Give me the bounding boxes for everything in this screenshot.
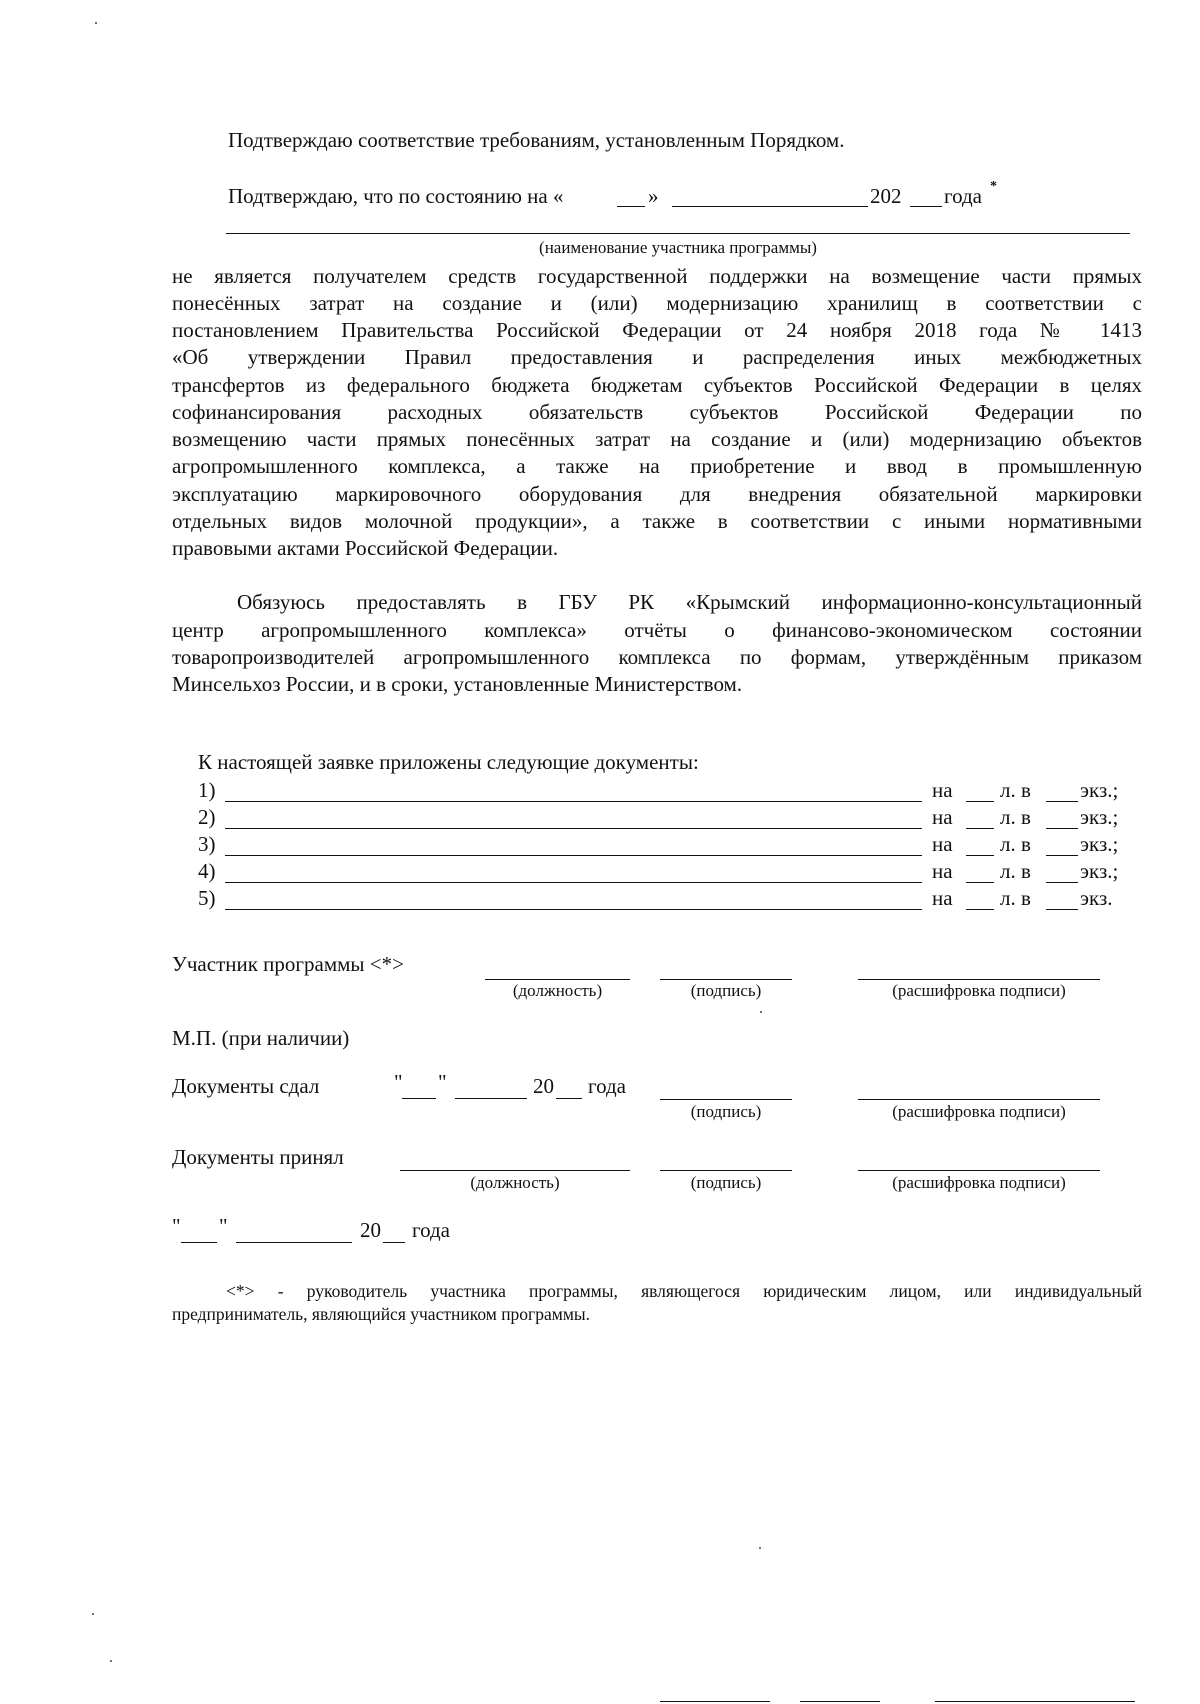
year-prefix: 202 [870, 184, 902, 208]
paragraph2-line: Обязуюсь предоставлять в ГБУ РК «Крымский информационно-консультационный [237, 590, 1142, 614]
attachment-na: на [932, 832, 953, 856]
decode-caption: (расшифровка подписи) [892, 981, 1066, 1000]
scan-speck [760, 1011, 762, 1013]
decode-caption: (расшифровка подписи) [892, 1102, 1066, 1121]
quote-close: » [648, 184, 659, 208]
position-caption: (должность) [512, 981, 603, 1000]
paragraph2-line: центр агропромышленного комплекса» отчёты о финансово-экономическом состоянии [172, 618, 1142, 642]
attachment-na: на [932, 778, 953, 802]
scan-speck [110, 1660, 112, 1662]
paragraph1-line: агропромышленного комплекса, а также на приобретение и ввод в промышленную [172, 454, 1142, 478]
paragraph1-line: постановлением Правительства Российской Федерации от 24 ноября 2018 года № 1413 [172, 318, 1142, 342]
paragraph1-line: отдельных видов молочной продукции», а также в соответствии с иными нормативными [172, 509, 1142, 533]
paragraph1-line: софинансирования расходных обязательств субъектов Российской Федерации по [172, 400, 1142, 424]
paragraph1-line: понесённых затрат на создание и (или) модернизацию хранилищ в соответствии с [172, 291, 1142, 315]
participant-signature-line[interactable] [660, 979, 792, 980]
attachment-name-line[interactable] [225, 909, 922, 910]
attachment-pages-blank[interactable] [966, 801, 994, 802]
day-blank[interactable] [617, 206, 645, 207]
attachment-copies-blank[interactable] [1046, 855, 1078, 856]
scan-speck [759, 1547, 761, 1549]
attachment-pages-blank[interactable] [966, 828, 994, 829]
signature-caption: (подпись) [690, 1173, 762, 1192]
scan-speck [92, 1613, 94, 1615]
submitted-month-blank[interactable] [455, 1098, 527, 1099]
submitted-label: Документы сдал [172, 1074, 320, 1098]
signature-caption: (подпись) [690, 1102, 762, 1121]
quote-close: " [438, 1070, 447, 1094]
attachment-number: 2) [198, 805, 216, 829]
paragraph2-line: Минсельхоз России, и в сроки, установленные Министерством. [172, 672, 743, 696]
confirm-date-lead: Подтверждаю, что по состоянию на « [228, 184, 564, 208]
participant-name-caption: (наименование участника программы) [539, 238, 817, 257]
attachment-copies-blank[interactable] [1046, 801, 1078, 802]
submitted-day-blank[interactable] [402, 1098, 436, 1099]
decode-caption: (расшифровка подписи) [892, 1173, 1066, 1192]
accepted-signature-line[interactable] [660, 1170, 792, 1171]
quote-open: " [394, 1070, 403, 1094]
confirm-requirements-text: Подтверждаю соответствие требованиям, установленным Порядком. [228, 128, 845, 152]
paragraph1-line: возмещению части прямых понесённых затрат на создание и (или) модернизацию объектов [172, 427, 1142, 451]
attachment-na: на [932, 859, 953, 883]
quote-close: " [219, 1214, 228, 1238]
stamp-label: М.П. (при наличии) [172, 1026, 350, 1050]
submitted-year-prefix: 20 [533, 1074, 554, 1098]
attachment-name-line[interactable] [225, 882, 922, 883]
participant-label: Участник программы <*> [172, 952, 404, 976]
signature-caption: (подпись) [690, 981, 762, 1000]
scan-edge-line [935, 1701, 1135, 1702]
attachment-na: на [932, 886, 953, 910]
year-blank[interactable] [910, 206, 942, 207]
attachment-copies-label: экз.; [1080, 832, 1119, 856]
attachment-copies-blank[interactable] [1046, 909, 1078, 910]
quote-open: " [172, 1214, 181, 1238]
attachment-copies-label: экз. [1080, 886, 1113, 910]
scan-edge-line [800, 1701, 880, 1702]
attachment-number: 4) [198, 859, 216, 883]
paragraph2-line: товаропроизводителей агропромышленного комплекса по формам, утверждённым приказом [172, 645, 1142, 669]
participant-name-line[interactable] [226, 233, 1130, 234]
participant-position-line[interactable] [485, 979, 630, 980]
position-caption: (должность) [470, 1173, 560, 1192]
attachment-pages-blank[interactable] [966, 909, 994, 910]
attachment-copies-label: экз.; [1080, 778, 1119, 802]
attachment-copies-label: экз.; [1080, 859, 1119, 883]
accepted-month-blank[interactable] [236, 1242, 352, 1243]
attachment-name-line[interactable] [225, 855, 922, 856]
paragraph1-line: трансфертов из федерального бюджета бюджетам субъектов Российской Федерации в целях [172, 373, 1142, 397]
submitted-year-blank[interactable] [556, 1098, 582, 1099]
attachment-number: 1) [198, 778, 216, 802]
attachment-pages-blank[interactable] [966, 882, 994, 883]
attachments-heading: К настоящей заявке приложены следующие документы: [198, 750, 699, 774]
paragraph1-line: «Об утверждении Правил предоставления и распределения иных межбюджетных [172, 345, 1142, 369]
attachment-copies-label: экз.; [1080, 805, 1119, 829]
accepted-position-line[interactable] [400, 1170, 630, 1171]
attachment-name-line[interactable] [225, 828, 922, 829]
paragraph1-line: эксплуатацию маркировочного оборудования для внедрения обязательной маркировки [172, 482, 1142, 506]
submitted-decode-line[interactable] [858, 1099, 1100, 1100]
year-suffix: года [944, 184, 982, 208]
attachment-copies-blank[interactable] [1046, 828, 1078, 829]
attachment-pages-label: л. в [1000, 832, 1031, 856]
scan-speck [95, 22, 97, 24]
accepted-label: Документы принял [172, 1145, 344, 1169]
accepted-year-suffix: года [412, 1218, 450, 1242]
submitted-signature-line[interactable] [660, 1099, 792, 1100]
accepted-day-blank[interactable] [181, 1242, 217, 1243]
attachment-pages-label: л. в [1000, 886, 1031, 910]
attachment-pages-label: л. в [1000, 778, 1031, 802]
paragraph1-line: правовыми актами Российской Федерации. [172, 536, 559, 560]
attachment-number: 5) [198, 886, 216, 910]
accepted-year-prefix: 20 [360, 1218, 381, 1242]
month-blank[interactable] [672, 206, 868, 207]
accepted-decode-line[interactable] [858, 1170, 1100, 1171]
attachment-pages-label: л. в [1000, 859, 1031, 883]
accepted-year-blank[interactable] [383, 1242, 405, 1243]
attachment-na: на [932, 805, 953, 829]
footnote-line: <*> - руководитель участника программы, являющегося юридическим лицом, или индивидуальный [226, 1281, 1142, 1301]
attachment-name-line[interactable] [225, 801, 922, 802]
submitted-year-suffix: года [588, 1074, 626, 1098]
footnote-star: * [990, 179, 997, 194]
participant-decode-line[interactable] [858, 979, 1100, 980]
scan-edge-line [660, 1701, 770, 1702]
attachment-copies-blank[interactable] [1046, 882, 1078, 883]
footnote-line: предприниматель, являющийся участником программы. [172, 1304, 591, 1324]
attachment-pages-blank[interactable] [966, 855, 994, 856]
paragraph1-line: не является получателем средств государственной поддержки на возмещение части прямых [172, 264, 1142, 288]
attachment-pages-label: л. в [1000, 805, 1031, 829]
attachment-number: 3) [198, 832, 216, 856]
